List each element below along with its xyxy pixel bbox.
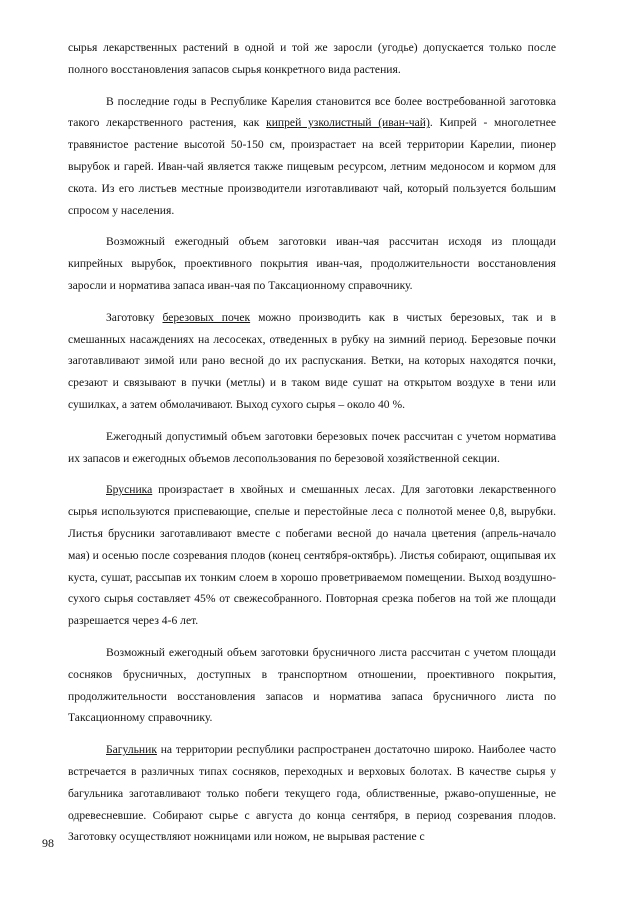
term-ledum: Багульник [106,743,157,757]
paragraph-1-text: сырья лекарственных растений в одной и той же заросли (угодье) допускается только после полного восстановления запасов сырья конкретного вида растения. [68,41,556,76]
paragraph-7 [68,642,556,729]
paragraph-4 [68,307,556,416]
paragraph-6-text: произрастает в хвойных и смешанных лесах. Для заготовки лекарственного сырья используются приспевающие, спелые и перестойные леса с полнотой менее 0,8, вырубки. Листья брусники заготавливают вместе с побегами весной до начала цветения (апрель-начало мая) и осенью после созревания плодов (конец сентября-октябрь). Листья собирают, ощипывая их куста, сушат, рассыпав их тонким слоем в хорошо проветриваемом помещении. Выход воздушно-сухого сырья составляет 45% от свежесобранного. Повторная срезка побегов на той же площади разрешается через 4-6 лет. [68,483,556,628]
paragraph-2 [68,91,556,222]
paragraph-6 [68,479,556,632]
paragraph-5-text: Ежегодный допустимый объем заготовки березовых почек рассчитан с учетом норматива их запасов и ежегодных объемов лесопользования по березовой хозяйственной секции. [68,429,556,465]
paragraph-5 [68,426,556,470]
paragraph-4-text-a: Заготовку [106,310,163,324]
term-birch-buds: березовых почек [162,310,251,324]
paragraph-1 [68,37,556,81]
paragraph-2-text-b: . Кипрей - многолетнее травянистое растение высотой 50-150 см, произрастает на всей территории Карелии, пионер вырубок и гарей. Иван-чай является также пищевым ресурсом, летним медоносом и кормом для скота. Из его листьев местные производители изготавливают чай, который пользуется большим спросом у населения. [68,116,557,217]
paragraph-8 [68,739,556,848]
term-ivan-chai: кипрей узколистный (иван-чай) [266,116,430,130]
document-body [68,37,556,848]
paragraph-3-text: Возможный ежегодный объем заготовки иван-чая рассчитан исходя из площади кипрейных вырубок, проективного покрытия иван-чая, продолжительности восстановления заросли и норматива запаса иван-чая по Таксационному справочнику. [68,235,556,292]
paragraph-3 [68,231,556,296]
paragraph-7-text: Возможный ежегодный объем заготовки брусничного листа рассчитан с учетом площади сосняков брусничных, доступных в транспортном отношении, проективного покрытия, продолжительности восстановления запасов и норматива запаса брусничного листа по Таксационному справочнику. [68,645,556,725]
paragraph-2-text-a: В последние годы в Республике Карелия становится все более востребованной заготовка такого лекарственного растения, как [68,94,556,130]
paragraph-4-text-b: можно производить как в чистых березовых, так и в смешанных насаждениях на лесосеках, отведенных в рубку на зимний период. Березовые почки заготавливают зимой или рано весной до их распускания. Ветки, на которых находятся почки, срезают и связывают в пучки (метлы) и в таком виде сушат на открытом воздухе в тени или сушилках, а затем обмолачивают. Выход сухого сырья – около 40 %. [68,310,556,411]
page-number: 98 [42,836,54,850]
paragraph-8-text: на территории республики распространен достаточно широко. Наиболее часто встречается в различных типах сосняков, переходных и верховых болотах. В качестве сырья у багульника заготавливают только побеги текущего года, облиственные, ржаво-опушенные, не одревесневшие. Собирают сырье с августа до конца сентября, в период созревания плодов. Заготовку осуществляют ножницами или ножом, не вырывая растение с [68,743,556,844]
term-lingonberry: Брусника [106,483,153,497]
